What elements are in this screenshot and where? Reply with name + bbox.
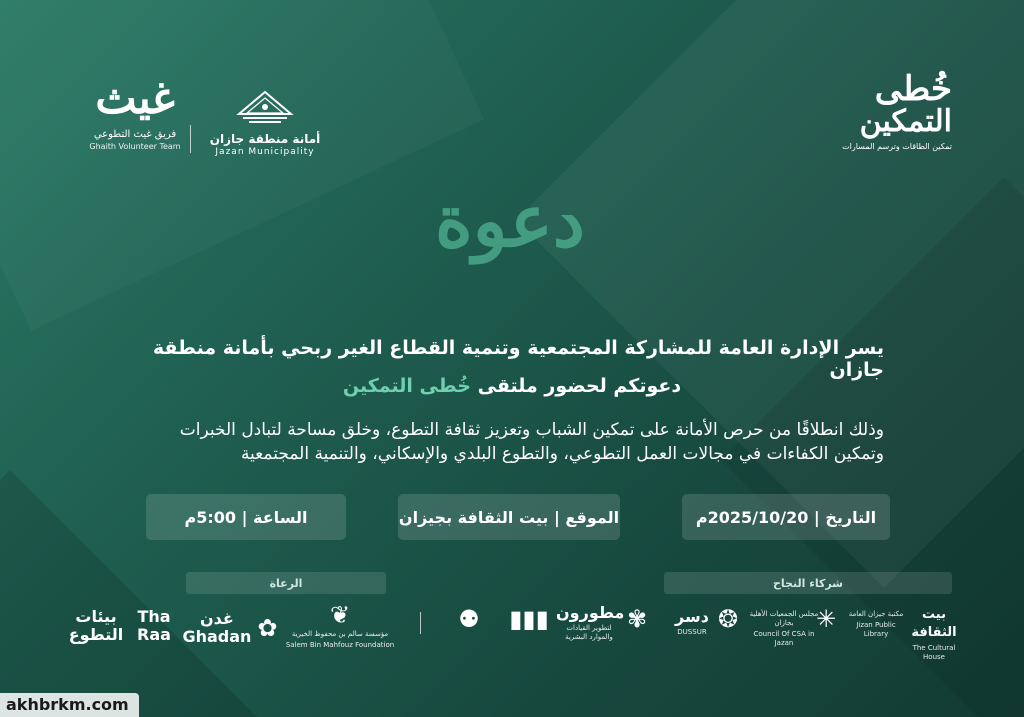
ghaith-logo-mark: ﻏﻴﺚ: [95, 73, 175, 124]
flower-icon: ✿: [257, 614, 278, 642]
ghaith-logo-arabic: فريق غيث التطوعي: [93, 129, 177, 140]
description-paragraph: [140, 418, 884, 466]
sponsor-line: Tha: [137, 607, 171, 626]
partner-logo-bars-icon: [506, 606, 552, 632]
location-badge: الموقع | بيت الثقافة بجيزان: [398, 494, 620, 540]
khota-logo-line1: خُطى: [874, 69, 952, 109]
invitation-calligraphy: دعوة: [435, 178, 585, 263]
site-watermark: akhbrkm.com: [0, 693, 139, 717]
sponsor-line: Raa: [137, 625, 171, 644]
jazan-emblem-icon: [235, 90, 295, 128]
partner-logo-cultural-house: [904, 606, 964, 662]
sponsor-name-ar: مؤسسة سالم بن محفوظ الخيرية: [291, 630, 389, 638]
partner-name-ar: دسر: [675, 607, 709, 626]
description-line: وذلك انطلاقًا من حرص الأمانة على تمكين الشباب وتعزيز ثقافة التطوع، وخلق مساحة لتبادل الخبرات: [179, 420, 884, 440]
ghaith-logo-english: Ghaith Volunteer Team: [89, 142, 181, 151]
partner-logo-people-icon: [442, 606, 496, 632]
logo-row-separator: [420, 612, 421, 634]
ghaith-logo: [80, 75, 190, 151]
partner-name-ar: مجلس الجمعيات الأهلية بجازان: [749, 610, 819, 627]
partner-logo-star: [808, 606, 844, 632]
sponsor-line: التطوع: [68, 625, 124, 644]
partner-name-en: Council Of CSA in Jazan: [753, 630, 815, 647]
time-badge: الساعة | 5:00م: [146, 494, 346, 540]
partner-logo-flower: [620, 606, 654, 632]
sponsor-name-ar: غدن: [200, 609, 234, 628]
bars-icon: ▮▮▮: [509, 605, 549, 633]
partner-logo-circle: [710, 606, 746, 632]
jazan-logo-english: Jazan Municipality: [215, 147, 315, 157]
partner-name-en: DUSSUR: [677, 628, 707, 636]
partner-logo-motaworon: [556, 603, 625, 642]
partner-name-ar: مطورون: [556, 603, 625, 622]
bg-shape: [0, 0, 484, 331]
people-icon: ⚉: [458, 605, 480, 633]
invitation-prefix: دعوتكم لحضور ملتقى: [477, 375, 682, 397]
invitation-line: [140, 375, 884, 397]
partner-name-ar: مكتبة جيزان العامة: [848, 610, 904, 618]
jazan-municipality-logo: [205, 90, 325, 157]
sponsors-header: الرعاة: [186, 572, 386, 594]
logo-divider: [190, 125, 191, 153]
date-badge: التاريخ | 2025/10/20م: [682, 494, 890, 540]
circle-dots-icon: ❂: [717, 605, 739, 633]
partner-name-ar: بيت الثقافة: [911, 607, 957, 640]
flower-icon: ✾: [626, 605, 648, 633]
description-line: وتمكين الكفاءات في مجالات العمل التطوعي، والتطوع البلدي والإسكاني، والتنمية المجتمعية: [240, 444, 884, 464]
sponsor-name-en: Ghadan: [182, 627, 252, 646]
khota-logo-line2: التمكين: [859, 104, 952, 139]
partner-logo-jizan-library: [846, 608, 906, 639]
partner-name-en: Jizan Public Library: [856, 621, 896, 638]
leaf-icon: ❦: [329, 601, 351, 629]
sponsor-logo-salem-bin-mahfouz: [285, 602, 395, 650]
sponsor-logo-ghadan: [182, 610, 278, 646]
sponsor-logo-volunteer-environments: [66, 608, 126, 644]
khota-logo-tagline: تمكين الطاقات وترسم المسارات: [842, 142, 952, 151]
khota-altamkeen-logo: [802, 69, 952, 151]
jazan-logo-arabic: أمانة منطقة جازان: [209, 132, 321, 146]
partners-header: شركاء النجاح: [664, 572, 952, 594]
sponsor-logo-tharaa: [134, 608, 174, 644]
partner-name-en: The Cultural House: [912, 644, 956, 661]
event-name-highlight: خُطى التمكين: [342, 375, 471, 397]
intro-line: يسر الإدارة العامة للمشاركة المجتمعية وتنمية القطاع الغير ربحي بأمانة منطقة جازان: [152, 337, 884, 381]
star-icon: ✳: [815, 605, 837, 633]
sponsor-line: بيئات: [75, 607, 117, 626]
sponsor-name-en: Salem Bin Mahfouz Foundation: [285, 641, 395, 649]
partner-tagline: لتطوير القيادات والموارد البشرية: [565, 624, 613, 641]
